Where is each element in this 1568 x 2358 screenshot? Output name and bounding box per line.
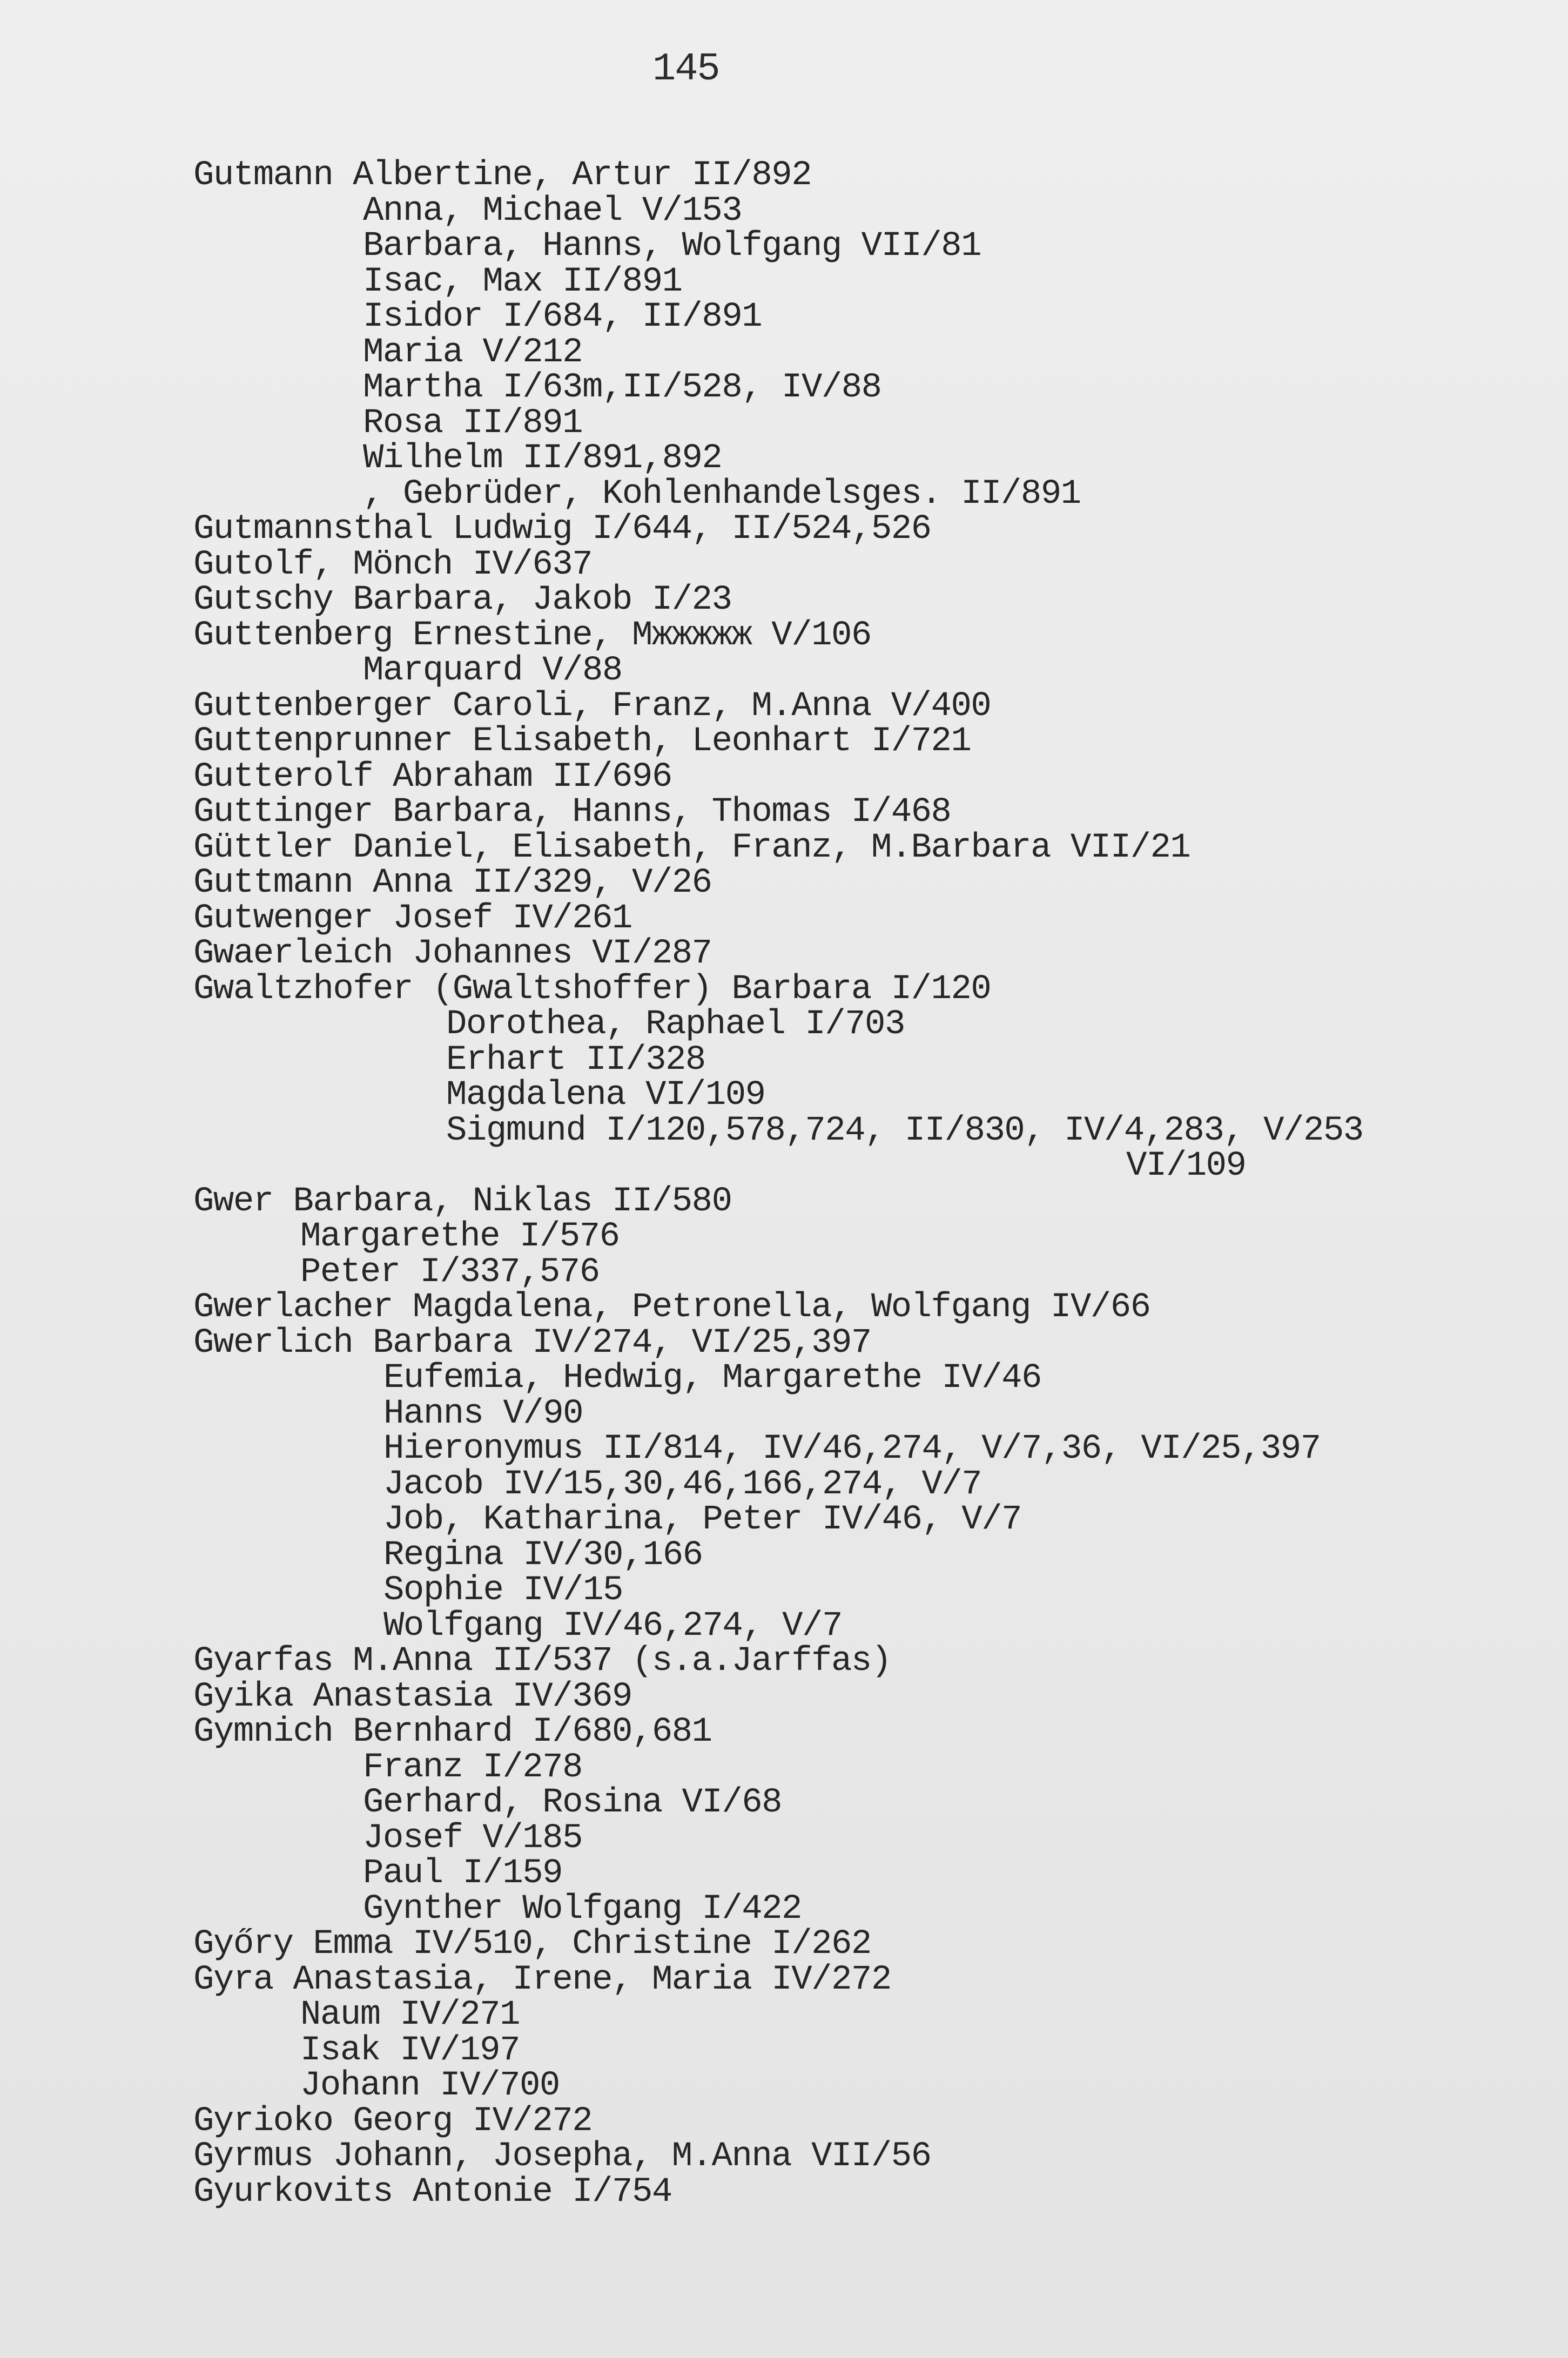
index-entry-headword: Gyarfas M.Anna II/537 (s.a.Jarffas) [193, 1642, 891, 1681]
index-entry-subline: Maria V/212 [363, 333, 582, 372]
index-entry-subline: Isidor I/684, II/891 [363, 298, 762, 336]
index-entry-headword: Gwerlacher Magdalena, Petronella, Wolfgang IV/66 [193, 1288, 1150, 1327]
index-entry-headword: Gymnich Bernhard I/680,681 [193, 1713, 712, 1751]
index-entry-subline: Franz I/278 [363, 1748, 582, 1787]
index-entry-headword: Gutolf, Mönch IV/637 [193, 545, 593, 584]
index-entry-headword: Gwer Barbara, Niklas II/580 [193, 1182, 732, 1221]
index-entry-subline: Rosa II/891 [363, 404, 582, 443]
index-entry-subline: Anna, Michael V/153 [363, 192, 742, 231]
index-entry-subline: Peter I/337,576 [300, 1253, 600, 1292]
index-entry-subline: , Gebrüder, Kohlenhandelsges. II/891 [363, 475, 1081, 514]
index-entry-headword: Güttler Daniel, Elisabeth, Franz, M.Barbara VII/21 [193, 828, 1190, 867]
index-entry-subline: Wilhelm II/891,892 [363, 439, 722, 478]
index-entry-subline: Isak IV/197 [300, 2031, 520, 2070]
index-entry-subline: Magdalena VI/109 [446, 1076, 765, 1115]
index-entry-headword: Guttenprunner Elisabeth, Leonhart I/721 [193, 722, 971, 761]
index-entry-subline: Sigmund I/120,578,724, II/830, IV/4,283, V/253 [446, 1111, 1363, 1150]
index-entry-subline: Naum IV/271 [300, 1996, 520, 2034]
index-entry-subline: Hieronymus II/814, IV/46,274, V/7,36, VI/25,397 [383, 1430, 1321, 1468]
index-entry-headword: Gutwenger Josef IV/261 [193, 899, 632, 938]
index-entry-headword: Guttinger Barbara, Hanns, Thomas I/468 [193, 793, 951, 832]
index-entry-headword: Gyrmus Johann, Josepha, M.Anna VII/56 [193, 2137, 931, 2176]
index-entry-headword: Guttenberg Ernestine, Мжжжжж V/106 [193, 616, 871, 655]
index-entry-headword: Gyurkovits Antonie I/754 [193, 2173, 672, 2212]
index-entry-headword: Guttenberger Caroli, Franz, M.Anna V/400 [193, 687, 991, 726]
index-entry-subline: Margarethe I/576 [300, 1217, 620, 1256]
index-entry-subline: Martha I/63m,II/528, IV/88 [363, 368, 881, 407]
index-entry-headword: Győry Emma IV/510, Christine I/262 [193, 1925, 871, 1964]
index-entry-subline: Job, Katharina, Peter IV/46, V/7 [383, 1500, 1021, 1539]
index-entry-subline: Jacob IV/15,30,46,166,274, V/7 [383, 1465, 982, 1504]
index-entry-subline: Gynther Wolfgang I/422 [363, 1890, 802, 1929]
index-entry-headword: Gutterolf Abraham II/696 [193, 758, 672, 797]
index-entry-subline: Eufemia, Hedwig, Margarethe IV/46 [383, 1359, 1041, 1398]
index-entry-subline: Wolfgang IV/46,274, V/7 [383, 1607, 842, 1646]
index-entry-subline: Sophie IV/15 [383, 1571, 623, 1610]
index-entry-headword: Gutschy Barbara, Jakob I/23 [193, 581, 732, 619]
index-entry-subline: Josef V/185 [363, 1819, 582, 1858]
index-entry-headword: Gyrioko Georg IV/272 [193, 2102, 593, 2141]
index-entry-subline: Johann IV/700 [300, 2066, 560, 2105]
index-entry-subline: Gerhard, Rosina VI/68 [363, 1783, 782, 1822]
index-entry-headword: Gyika Anastasia IV/369 [193, 1677, 632, 1716]
index-entry-headword: Gyra Anastasia, Irene, Maria IV/272 [193, 1960, 891, 1999]
index-entry-headword: Gutmannsthal Ludwig I/644, II/524,526 [193, 510, 931, 549]
index-entry-subline: Dorothea, Raphael I/703 [446, 1005, 905, 1044]
index-entry-headword: Gwerlich Barbara IV/274, VI/25,397 [193, 1324, 871, 1363]
index-entry-headword: Gutmann Albertine, Artur II/892 [193, 156, 812, 195]
index-entry-subline: Barbara, Hanns, Wolfgang VII/81 [363, 227, 981, 266]
index-entry-headword: Gwaerleich Johannes VI/287 [193, 934, 712, 973]
index-entry-subline: VI/109 [1126, 1147, 1246, 1185]
index-entry-headword: Guttmann Anna II/329, V/26 [193, 864, 712, 902]
page-number: 145 [652, 47, 719, 91]
index-entry-subline: Isac, Max II/891 [363, 262, 682, 301]
index-entry-subline: Marquard V/88 [363, 651, 622, 690]
index-entry-subline: Paul I/159 [363, 1854, 563, 1893]
index-entry-headword: Gwaltzhofer (Gwaltshoffer) Barbara I/120 [193, 970, 991, 1009]
index-entry-subline: Hanns V/90 [383, 1394, 583, 1433]
index-entry-subline: Erhart II/328 [446, 1041, 705, 1080]
index-entry-subline: Regina IV/30,166 [383, 1536, 703, 1575]
